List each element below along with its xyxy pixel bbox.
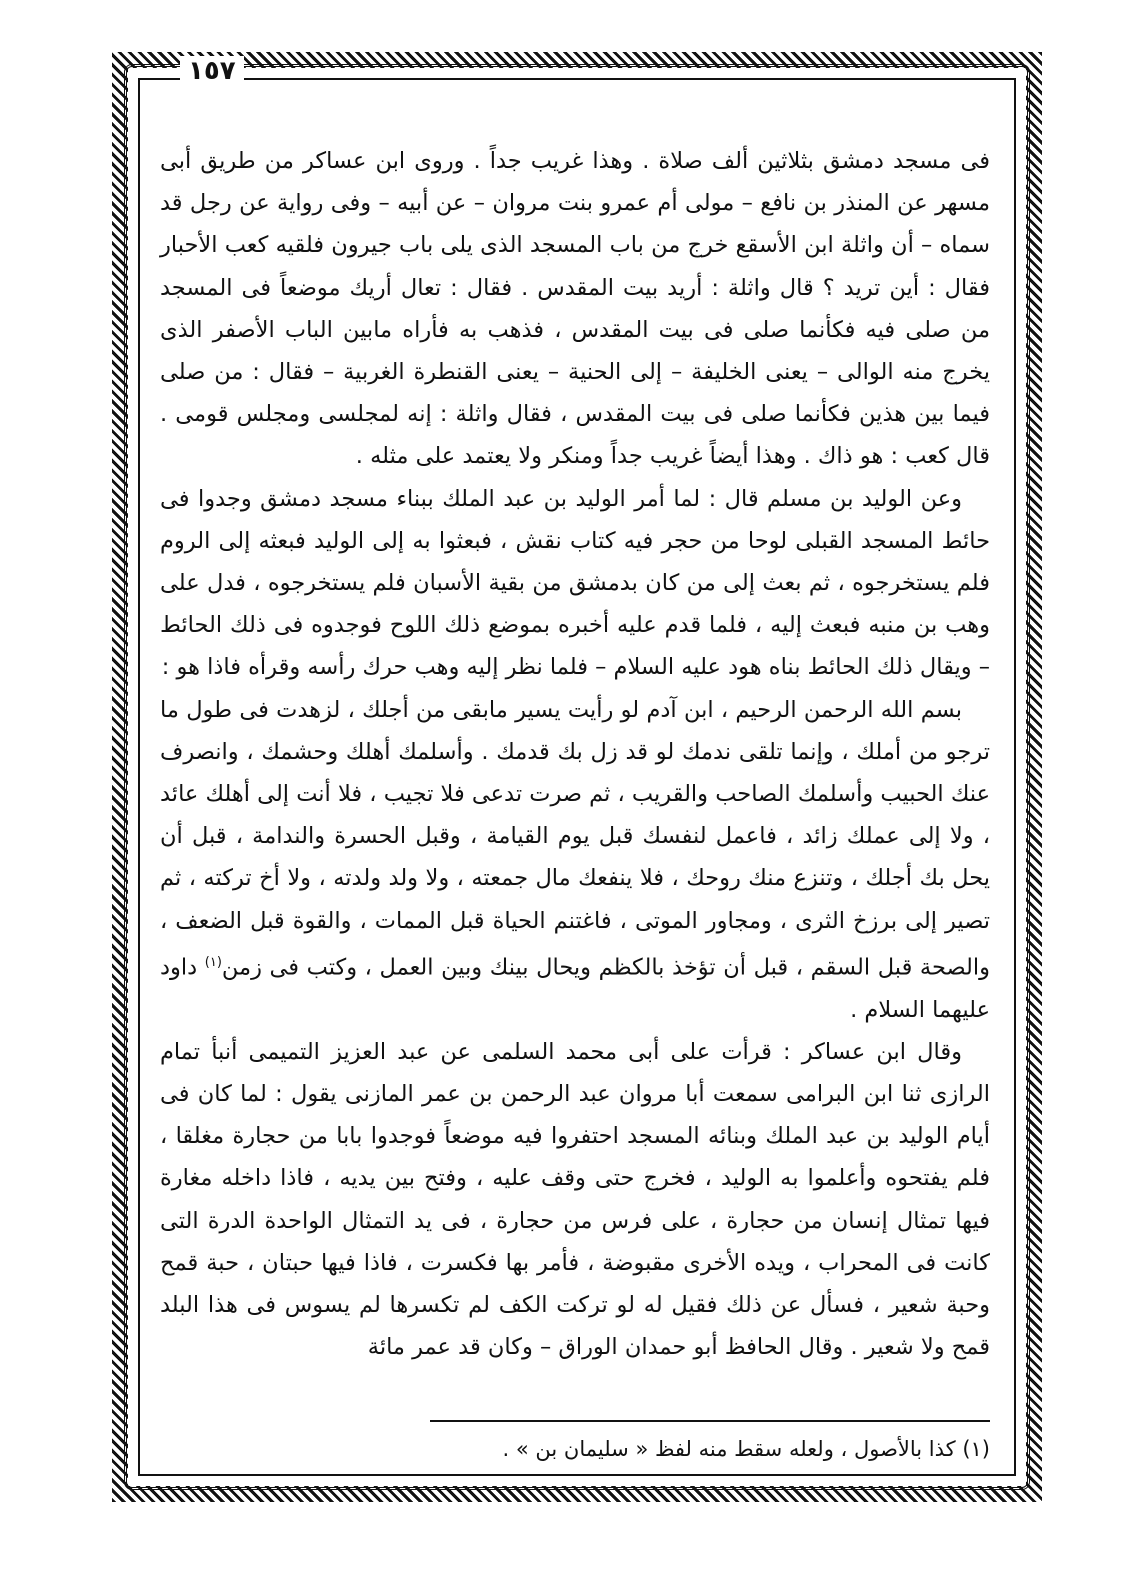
main-text [160,140,990,1368]
footnote-divider [430,1420,990,1422]
footnote: (١) كذا بالأصول ، ولعله سقط منه لفظ « سليمان بن » . [502,1437,990,1461]
paragraph-3-tail: داود عليهما السلام . [160,954,990,1023]
footnote-reference: (١) [204,954,222,970]
paragraph-2: وعن الوليد بن مسلم قال : لما أمر الوليد بن عبد الملك ببناء مسجد دمشق وجدوا فى حائط المسجد القبلى لوحا من حجر فيه كتاب نقش ، فبعثوا به إلى الوليد فبعثه إلى الروم فلم يستخرجوه ، ثم بعث إلى من كان بدمشق من بقية الأسبان فلم يستخرجوه ، فدل على وهب بن منبه فبعث إليه ، فلما قدم عليه أخبره بموضع ذلك اللوح فوجدوه فى ذلك الحائط – ويقال ذلك الحائط بناه هود عليه السلام – فلما نظر إليه وهب حرك رأسه وقرأه فاذا هو : [160,485,990,681]
paragraph-3 [160,689,990,1031]
page-number: ١٥٧ [180,56,244,86]
paragraph-1: فى مسجد دمشق بثلاثين ألف صلاة . وهذا غريب جداً . وروى ابن عساكر من طريق أبى مسهر عن المنذر بن نافع – مولى أم عمرو بنت مروان – عن أبيه – وفى رواية عن رجل قد سماه – أن واثلة ابن الأسقع خرج من باب المسجد الذى يلى باب جيرون فلقيه كعب الأحبار فقال : أين تريد ؟ قال واثلة : أريد بيت المقدس . فقال : تعال أريك موضعاً فى المسجد من صلى فيه فكأنما صلى فى بيت المقدس ، فذهب به فأراه مابين الباب الأصفر الذى يخرج منه الوالى – يعنى الخليفة – إلى الحنية – يعنى القنطرة الغربية – فقال : من صلى فيما بين هذين فكأنما صلى فى بيت المقدس ، فقال واثلة : إنه لمجلسى ومجلس قومى . قال كعب : هو ذاك . وهذا أيضاً غريب جداً ومنكر ولا يعتمد على مثله . [160,148,990,470]
paragraph-4: وقال ابن عساكر : قرأت على أبى محمد السلمى عن عبد العزيز التميمى أنبأ تمام الرازى ثنا ابن البرامى سمعت أبا مروان عبد الرحمن بن عمر المازنى يقول : لما كان فى أيام الوليد بن عبد الملك وبنائه المسجد احتفروا فيه موضعاً فوجدوا بابا من حجارة مغلقا ، فلم يفتحوه وأعلموا به الوليد ، فخرج حتى وقف عليه ، وفتح بين يديه ، فاذا داخله مغارة فيها تمثال إنسان من حجارة ، على فرس من حجارة ، فى يد التمثال الواحدة الدرة التى كانت فى المحراب ، ويده الأخرى مقبوضة ، فأمر بها فكسرت ، فاذا فيها حبتان ، حبة قمح وحبة شعير ، فسأل عن ذلك فقيل له لو تركت الكف لم تكسرها لم يسوس فى هذا البلد قمح ولا شعير . وقال الحافظ أبو حمدان الوراق – وكان قد عمر مائة [160,1038,990,1361]
paragraph-3-text: بسم الله الرحمن الرحيم ، ابن آدم لو رأيت يسير مابقى من أجلك ، لزهدت فى طول ما ترجو من أملك ، وإنما تلقى ندمك لو قد زل بك قدمك . وأسلمك أهلك وحشمك ، وانصرف عنك الحبيب وأسلمك الصاحب والقريب ، ثم صرت تدعى فلا تجيب ، فلا أنت إلى أهلك عائد ، ولا إلى عملك زائد ، فاعمل لنفسك قبل يوم القيامة ، وقبل الحسرة والندامة ، قبل أن يحل بك أجلك ، وتنزع منك روحك ، فلا ينفعك مال جمعته ، ولا ولد ولدته ، ولا أخ تركته ، ثم تصير إلى برزخ الثرى ، ومجاور الموتى ، فاغتنم الحياة قبل الممات ، والقوة قبل الضعف ، والصحة قبل السقم ، قبل أن تؤخذ بالكظم ويحال بينك وبين العمل ، وكتب فى زمن [160,696,990,981]
